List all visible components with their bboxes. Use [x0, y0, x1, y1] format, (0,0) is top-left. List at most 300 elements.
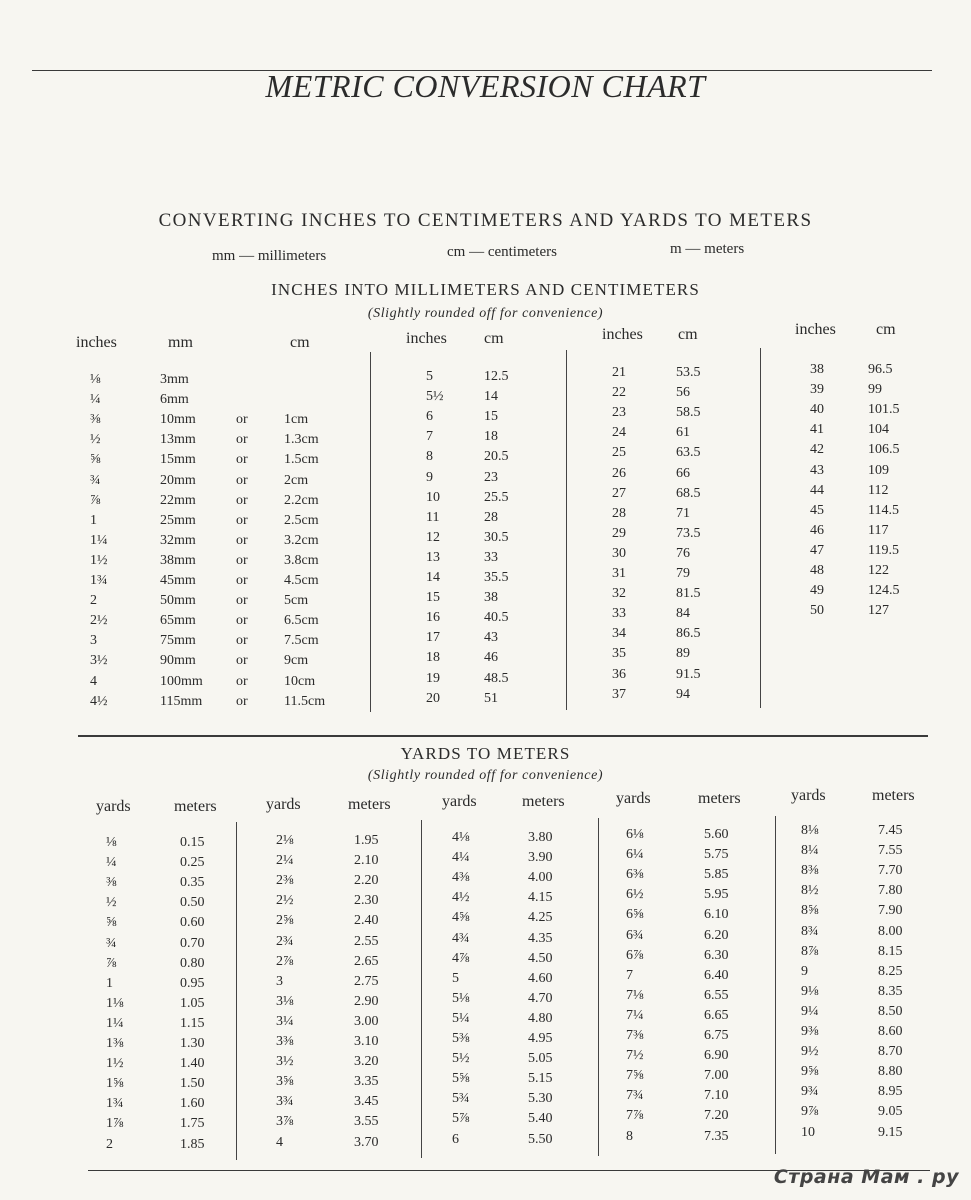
- yards-value: 3¾: [276, 1094, 294, 1110]
- yards-value: 1¾: [106, 1096, 124, 1112]
- cm-value: 109: [868, 462, 889, 478]
- inches-value: 6: [426, 409, 433, 425]
- inches-divider-3: [760, 348, 761, 708]
- meters-value: 8.95: [878, 1084, 903, 1100]
- yards-value: ¾: [106, 935, 117, 951]
- yards-value: 1: [106, 975, 113, 991]
- cm-value: 9cm: [284, 653, 309, 669]
- cm-value: 91.5: [676, 666, 701, 682]
- meters-value: 3.20: [354, 1054, 379, 1070]
- inches-value: 38: [810, 362, 824, 377]
- inches-value: 34: [612, 626, 626, 642]
- header-inches-4: inches: [795, 321, 836, 338]
- yards-value: 2⅛: [276, 833, 294, 848]
- meters-value: 6.10: [704, 907, 729, 923]
- cm-value: 117: [868, 522, 889, 538]
- meters-value: 4.95: [528, 1031, 553, 1046]
- meters-value: 9.15: [878, 1124, 903, 1140]
- inches-value: 17: [426, 630, 440, 646]
- mm-value: 22mm: [160, 492, 196, 508]
- mm-value: 10mm: [160, 412, 196, 428]
- meters-value: 8.80: [878, 1064, 903, 1080]
- yards-value: 8⅝: [801, 903, 819, 919]
- yards-value: 5½: [452, 1051, 470, 1067]
- or-label: or: [236, 593, 248, 609]
- yards-divider-1: [236, 822, 237, 1160]
- inches-value: 18: [426, 650, 440, 666]
- inches-value: 28: [612, 505, 626, 521]
- meters-value: 2.55: [354, 933, 379, 949]
- yards-note: (Slightly rounded off for convenience): [367, 768, 604, 783]
- meters-value: 7.10: [704, 1088, 729, 1104]
- meters-value: 1.30: [180, 1036, 205, 1051]
- meters-value: 8.35: [878, 983, 903, 999]
- meters-value: 7.80: [878, 883, 903, 899]
- yards-value: 3⅞: [276, 1114, 294, 1130]
- cm-value: 3.2cm: [284, 532, 319, 548]
- cm-value: 20.5: [484, 449, 509, 465]
- meters-value: 9.05: [878, 1104, 903, 1120]
- mm-value: 115mm: [160, 693, 203, 709]
- meters-value: 0.70: [180, 935, 205, 951]
- inches-value: 39: [810, 382, 824, 398]
- inches-value: 21: [612, 365, 626, 380]
- or-label: or: [236, 472, 248, 488]
- cm-value: 28: [484, 509, 498, 525]
- yards-value: 4¾: [452, 930, 470, 946]
- cm-value: 79: [676, 566, 690, 581]
- inches-value: 46: [810, 522, 824, 538]
- inches-divider-2: [566, 350, 567, 710]
- inches-value: 11: [426, 509, 440, 525]
- inches-value: 22: [612, 385, 626, 401]
- header-yards-4: yards: [616, 790, 651, 807]
- meters-value: 2.40: [354, 913, 379, 929]
- inches-value: 12: [426, 529, 440, 545]
- inches-value: ½: [90, 432, 101, 448]
- header-meters-4: meters: [698, 790, 741, 807]
- meters-value: 7.00: [704, 1068, 729, 1084]
- yards-value: 5⅜: [452, 1031, 470, 1046]
- cm-value: 11.5cm: [284, 693, 326, 709]
- yards-value: 6⅞: [626, 947, 644, 963]
- mm-value: 38mm: [160, 552, 196, 568]
- yards-value: 7⅜: [626, 1028, 644, 1043]
- mm-value: 50mm: [160, 593, 196, 609]
- yards-value: 4¼: [452, 850, 470, 866]
- inches-value: 15: [426, 590, 440, 606]
- cm-value: 71: [676, 505, 690, 521]
- cm-value: 76: [676, 545, 690, 561]
- cm-value: 46: [484, 650, 498, 666]
- meters-value: 1.40: [180, 1056, 205, 1072]
- cm-value: 30.5: [484, 529, 509, 545]
- meters-value: 5.60: [704, 827, 729, 842]
- cm-value: 12.5: [484, 369, 509, 384]
- cm-value: 73.5: [676, 525, 701, 541]
- meters-value: 8.50: [878, 1003, 903, 1019]
- cm-value: 56: [676, 385, 690, 401]
- header-inches-2: inches: [406, 330, 447, 347]
- cm-value: 81.5: [676, 586, 701, 602]
- cm-value: 40.5: [484, 610, 509, 626]
- cm-value: 3.8cm: [284, 552, 319, 568]
- yards-value: 5⅝: [452, 1071, 470, 1087]
- header-inches-3: inches: [602, 326, 643, 343]
- meters-value: 6.55: [704, 987, 729, 1003]
- mm-value: 32mm: [160, 532, 196, 548]
- cm-value: 112: [868, 482, 889, 498]
- abbr-mm: mm — millimeters: [212, 248, 327, 264]
- cm-value: 106.5: [868, 442, 900, 458]
- cm-value: 6.5cm: [284, 613, 319, 629]
- inches-value: 1¼: [90, 532, 108, 548]
- meters-value: 2.10: [354, 853, 379, 869]
- yards-value: 8¾: [801, 923, 819, 939]
- inches-value: 13: [426, 549, 440, 565]
- inches-value: 3½: [90, 653, 108, 669]
- yards-divider-3: [598, 818, 599, 1156]
- cm-value: 94: [676, 686, 690, 702]
- meters-value: 4.80: [528, 1010, 553, 1026]
- yards-value: 4⅜: [452, 870, 470, 886]
- cm-value: 23: [484, 469, 498, 485]
- yards-value: 9⅝: [801, 1064, 819, 1080]
- yards-value: 3½: [276, 1054, 294, 1070]
- cm-value: 7.5cm: [284, 633, 319, 649]
- meters-value: 7.70: [878, 863, 903, 879]
- yards-value: 6: [452, 1131, 459, 1147]
- inches-value: 8: [426, 449, 433, 465]
- meters-value: 1.05: [180, 995, 205, 1011]
- inches-value: 40: [810, 402, 824, 418]
- yards-value: 7¼: [626, 1007, 644, 1023]
- meters-value: 2.90: [354, 993, 379, 1009]
- or-label: or: [236, 432, 248, 448]
- inches-value: 9: [426, 469, 433, 485]
- cm-value: 1.5cm: [284, 452, 319, 468]
- yards-value: 2¼: [276, 853, 294, 869]
- cm-value: 1.3cm: [284, 432, 319, 448]
- inches-value: 35: [612, 646, 626, 662]
- yards-value: 1⅝: [106, 1076, 124, 1092]
- meters-value: 3.00: [354, 1013, 379, 1029]
- or-label: or: [236, 512, 248, 528]
- subtitle: CONVERTING INCHES TO CENTIMETERS AND YARDS TO METERS: [158, 210, 813, 231]
- yards-value: 6⅝: [626, 907, 644, 923]
- header-cm-4: cm: [876, 321, 896, 338]
- or-label: or: [236, 673, 248, 689]
- meters-value: 7.55: [878, 843, 903, 859]
- meters-value: 0.80: [180, 955, 205, 971]
- cm-value: 25.5: [484, 489, 509, 505]
- yards-value: 8: [626, 1128, 633, 1144]
- inches-value: 48: [810, 563, 824, 578]
- meters-value: 5.95: [704, 887, 729, 903]
- cm-value: 5cm: [284, 593, 309, 609]
- or-label: or: [236, 653, 248, 669]
- inches-note: (Slightly rounded off for convenience): [367, 306, 604, 321]
- inches-value: 50: [810, 603, 824, 619]
- inches-value: 49: [810, 583, 824, 599]
- header-cm-2: cm: [484, 330, 504, 347]
- inches-value: 41: [810, 422, 824, 438]
- meters-value: 5.05: [528, 1051, 553, 1067]
- yards-value: 6⅜: [626, 867, 644, 883]
- meters-value: 8.60: [878, 1024, 903, 1039]
- inches-value: 43: [810, 462, 824, 478]
- cm-value: 104: [868, 422, 889, 438]
- cm-value: 114.5: [868, 502, 899, 518]
- cm-value: 18: [484, 429, 498, 445]
- yards-value: 9¾: [801, 1084, 819, 1100]
- yards-value: 8⅞: [801, 943, 819, 959]
- cm-value: 2cm: [284, 472, 309, 488]
- meters-value: 4.60: [528, 970, 553, 986]
- yards-value: 6⅛: [626, 827, 644, 842]
- cm-value: 51: [484, 690, 498, 706]
- watermark: Страна Мам . ру: [773, 1166, 959, 1188]
- meters-value: 2.75: [354, 973, 379, 989]
- cm-value: 61: [676, 425, 690, 441]
- cm-value: 66: [676, 465, 690, 481]
- cm-value: 63.5: [676, 445, 701, 461]
- yards-value: 3¼: [276, 1013, 294, 1029]
- inches-value: 2: [90, 593, 97, 609]
- inches-value: 19: [426, 670, 440, 686]
- yards-value: 2½: [276, 893, 294, 909]
- header-mm: mm: [168, 334, 193, 351]
- yards-value: 9⅞: [801, 1104, 819, 1120]
- inches-value: 45: [810, 502, 824, 518]
- meters-value: 7.35: [704, 1128, 729, 1144]
- meters-value: 4.35: [528, 930, 553, 946]
- inches-value: 3: [90, 633, 97, 649]
- or-label: or: [236, 573, 248, 588]
- meters-value: 6.20: [704, 927, 729, 943]
- header-yards-3: yards: [442, 793, 477, 810]
- cm-value: 58.5: [676, 405, 701, 421]
- yards-value: 5¼: [452, 1010, 470, 1026]
- inches-value: 36: [612, 666, 626, 682]
- inches-value: 47: [810, 542, 824, 558]
- meters-value: 8.25: [878, 963, 903, 979]
- yards-value: 9½: [801, 1044, 819, 1060]
- yards-value: ⅝: [106, 915, 117, 931]
- yards-heading: YARDS TO METERS: [400, 744, 571, 763]
- yards-value: 10: [801, 1124, 815, 1140]
- mm-value: 45mm: [160, 573, 196, 588]
- cm-value: 86.5: [676, 626, 701, 642]
- yards-value: 6¼: [626, 847, 644, 863]
- yards-value: 8⅛: [801, 823, 819, 838]
- abbr-cm: cm — centimeters: [447, 244, 557, 260]
- yards-value: 2⅜: [276, 873, 294, 889]
- inches-value: 29: [612, 525, 626, 541]
- yards-value: 8⅜: [801, 863, 819, 879]
- yards-value: 1⅛: [106, 995, 124, 1011]
- cm-value: 15: [484, 409, 498, 425]
- yards-value: 9: [801, 963, 808, 979]
- cm-value: 35.5: [484, 570, 509, 585]
- inches-value: ⅝: [90, 452, 101, 468]
- inches-value: 4½: [90, 693, 108, 709]
- cm-value: 124.5: [868, 583, 900, 599]
- meters-value: 5.50: [528, 1131, 553, 1147]
- meters-value: 0.60: [180, 915, 205, 931]
- yards-value: 7⅛: [626, 987, 644, 1003]
- inches-value: 16: [426, 610, 440, 626]
- meters-value: 1.50: [180, 1076, 205, 1092]
- cm-value: 10cm: [284, 673, 316, 689]
- meters-value: 1.15: [180, 1015, 205, 1031]
- cm-value: 101.5: [868, 402, 900, 418]
- inches-value: 42: [810, 442, 824, 458]
- cm-value: 127: [868, 603, 889, 619]
- mm-value: 25mm: [160, 512, 196, 528]
- yards-value: 7⅞: [626, 1108, 644, 1124]
- inches-value: 23: [612, 405, 626, 421]
- cm-value: 38: [484, 590, 498, 606]
- inches-value: ⅜: [90, 412, 101, 428]
- meters-value: 8.15: [878, 943, 903, 959]
- header-inches-1: inches: [76, 334, 117, 351]
- meters-value: 6.75: [704, 1028, 729, 1043]
- yards-value: 7⅝: [626, 1068, 644, 1084]
- inches-value: 33: [612, 606, 626, 622]
- header-cm-1: cm: [290, 334, 310, 351]
- meters-value: 3.35: [354, 1074, 379, 1090]
- mm-value: 100mm: [160, 673, 203, 689]
- yards-value: 5⅞: [452, 1111, 470, 1127]
- yards-value: 9¼: [801, 1003, 819, 1019]
- meters-value: 0.50: [180, 895, 205, 911]
- mm-value: 13mm: [160, 432, 196, 448]
- yards-value: 8½: [801, 883, 819, 899]
- meters-value: 3.10: [354, 1034, 379, 1049]
- inches-value: 1: [90, 512, 97, 528]
- yards-value: 7: [626, 967, 633, 983]
- header-yards-1: yards: [96, 798, 131, 815]
- mm-value: 15mm: [160, 452, 196, 468]
- inches-value: ¼: [90, 392, 101, 408]
- inches-value: 20: [426, 690, 440, 706]
- yards-value: 7½: [626, 1048, 644, 1064]
- header-meters-2: meters: [348, 796, 391, 813]
- inches-value: 2½: [90, 613, 108, 629]
- meters-value: 1.60: [180, 1096, 205, 1112]
- meters-value: 3.45: [354, 1094, 379, 1110]
- inches-value: 5: [426, 369, 433, 384]
- yards-value: 3⅝: [276, 1074, 294, 1090]
- header-meters-5: meters: [872, 787, 915, 804]
- meters-value: 6.90: [704, 1048, 729, 1064]
- cm-value: 99: [868, 382, 882, 398]
- cm-value: 68.5: [676, 485, 701, 501]
- yards-value: 5¾: [452, 1091, 470, 1107]
- meters-value: 3.70: [354, 1134, 379, 1150]
- inches-value: 26: [612, 465, 626, 481]
- yards-value: 1⅜: [106, 1036, 124, 1051]
- meters-value: 6.40: [704, 967, 729, 983]
- meters-value: 5.85: [704, 867, 729, 883]
- meters-value: 0.25: [180, 855, 205, 871]
- inches-value: 37: [612, 686, 626, 702]
- cm-value: 2.5cm: [284, 512, 319, 528]
- or-label: or: [236, 412, 248, 428]
- meters-value: 8.00: [878, 923, 903, 939]
- mid-rule: [78, 735, 928, 737]
- meters-value: 0.35: [180, 875, 205, 891]
- inches-value: 1¾: [90, 573, 108, 588]
- inches-value: 30: [612, 545, 626, 561]
- yards-value: 1⅞: [106, 1116, 124, 1132]
- or-label: or: [236, 613, 248, 629]
- meters-value: 8.70: [878, 1044, 903, 1060]
- or-label: or: [236, 492, 248, 508]
- meters-value: 3.90: [528, 850, 553, 866]
- cm-value: 84: [676, 606, 690, 622]
- meters-value: 4.50: [528, 950, 553, 966]
- yards-value: 9⅜: [801, 1024, 819, 1039]
- meters-value: 3.55: [354, 1114, 379, 1130]
- meters-value: 2.20: [354, 873, 379, 889]
- yards-value: 3: [276, 973, 283, 989]
- meters-value: 2.65: [354, 953, 379, 969]
- meters-value: 1.85: [180, 1136, 205, 1152]
- yards-value: 3⅜: [276, 1034, 294, 1049]
- inches-divider-1: [370, 352, 371, 712]
- cm-value: 53.5: [676, 365, 701, 380]
- yards-divider-2: [421, 820, 422, 1158]
- yards-value: 6¾: [626, 927, 644, 943]
- or-label: or: [236, 532, 248, 548]
- meters-value: 7.45: [878, 823, 903, 838]
- header-yards-5: yards: [791, 787, 826, 804]
- yards-value: 2⅞: [276, 953, 294, 969]
- abbr-m: m — meters: [670, 241, 745, 257]
- yards-value: 2¾: [276, 933, 294, 949]
- yards-value: 5: [452, 970, 459, 986]
- yards-value: 2⅝: [276, 913, 294, 929]
- meters-value: 6.65: [704, 1007, 729, 1023]
- yards-value: 4½: [452, 890, 470, 906]
- inches-value: ⅛: [90, 372, 101, 387]
- meters-value: 0.95: [180, 975, 205, 991]
- inches-value: 7: [426, 429, 433, 445]
- inches-value: 5½: [426, 389, 444, 405]
- meters-value: 3.80: [528, 830, 553, 845]
- yards-value: 9⅛: [801, 983, 819, 999]
- inches-heading: INCHES INTO MILLIMETERS AND CENTIMETERS: [271, 280, 700, 299]
- or-label: or: [236, 633, 248, 649]
- inches-value: 32: [612, 586, 626, 602]
- meters-value: 4.70: [528, 990, 553, 1006]
- or-label: or: [236, 693, 248, 709]
- yards-value: 4⅞: [452, 950, 470, 966]
- inches-value: 25: [612, 445, 626, 461]
- meters-value: 7.20: [704, 1108, 729, 1124]
- meters-value: 4.15: [528, 890, 553, 906]
- mm-value: 20mm: [160, 472, 196, 488]
- mm-value: 90mm: [160, 653, 196, 669]
- inches-value: 14: [426, 570, 440, 585]
- meters-value: 1.95: [354, 833, 379, 848]
- meters-value: 2.30: [354, 893, 379, 909]
- yards-value: ½: [106, 895, 117, 911]
- or-label: or: [236, 452, 248, 468]
- yards-value: ⅛: [106, 835, 117, 850]
